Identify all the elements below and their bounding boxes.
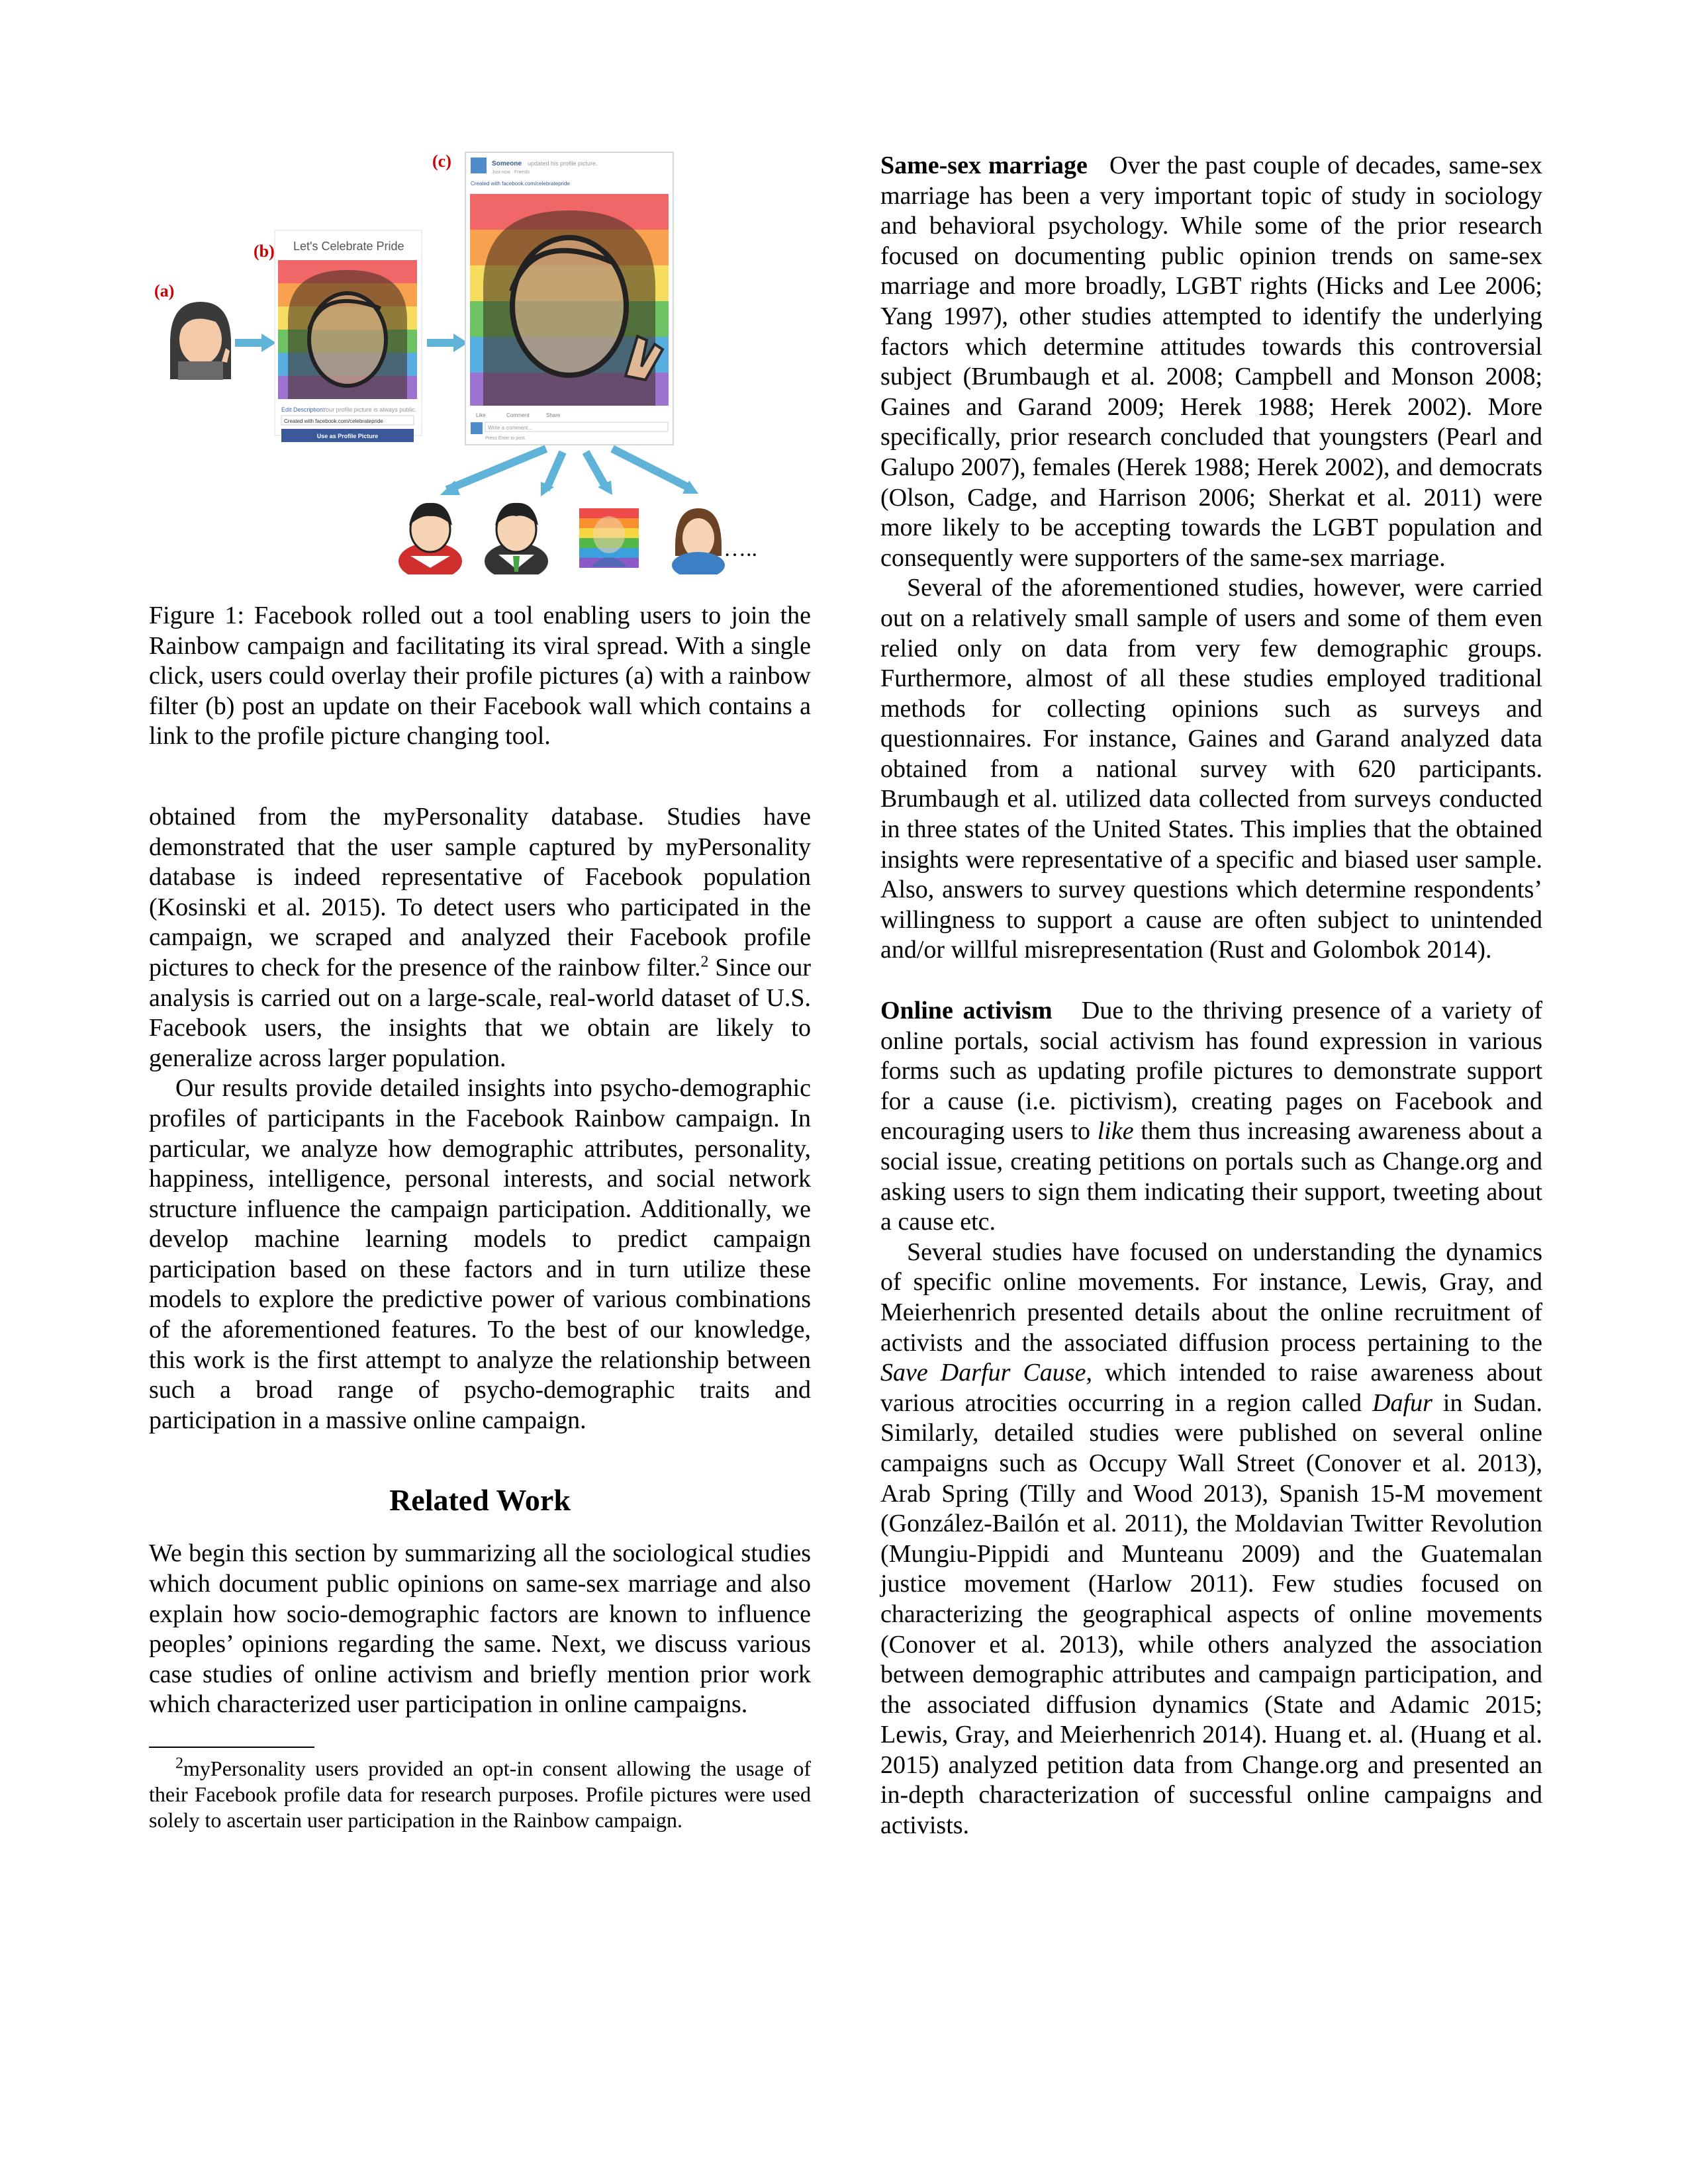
label-a: (a)	[154, 281, 175, 300]
post-share-button[interactable]: Share	[546, 412, 561, 418]
same-sex-marriage-paragraph-1	[880, 151, 1542, 573]
online-activism-paragraph-2	[880, 1238, 1542, 1841]
same-sex-marriage-heading: Same-sex marriage	[880, 152, 1088, 179]
left-paragraph-1	[149, 802, 811, 1073]
online-activism-p2-text-b: , which intended to raise awareness about various atrocities occurring in a region called	[880, 1359, 1542, 1417]
online-activism-heading: Online activism	[880, 997, 1053, 1025]
footnote-divider	[149, 1747, 314, 1748]
online-activism-text-cont: them thus increasing awareness about a social issue, creating petitions on portals such as Change.org and asking users to sign them indicating their support, tweeting about a cause etc.	[880, 1117, 1542, 1236]
facebook-post	[465, 152, 673, 445]
label-b: (b)	[254, 242, 275, 261]
footnote-2	[149, 1756, 811, 1833]
more-friends-ellipsis: …..	[724, 537, 757, 561]
same-sex-marriage-text: Over the past couple of decades, same-sex marriage has been a very important topic of study in sociology and behavioral psychology. While some of the prior research focused on documenting public opinion trends on same-sex marriage and more broadly, LGBT rights (Hicks and Lee 2006; Yang 1997), other studies attempted to identify the underlying factors which determine attitudes towards this controversial subject (Brumbaugh et al. 2008; Campbell and Monson 2008; Gaines and Garand 2009; Herek 1988; Herek 2002). More specifically, prior research concluded that youngsters (Pearl and Galupo 2007), females (Herek 1988; Herek 2002), and democrats (Olson, Cadge, and Harrison 2006; Sherkat et al. 2011) were more likely to be accepting towards the LGBT population and consequently were supporters of the same-sex marriage.	[880, 152, 1543, 572]
left-paragraph-3: We begin this section by summarizing all the sociological studies which document public opinions on same-sex marriage and also explain how socio-demographic factors are known to influence peoples’ opinions regarding the same. Next, we discuss various case studies of online activism and briefly mention prior work which characterized user participation in online campaigns.	[149, 1539, 811, 1719]
post-comment-button[interactable]: Comment	[506, 412, 530, 418]
original-profile-avatar	[170, 302, 231, 380]
footnote-ref-2[interactable]: 2	[700, 953, 709, 971]
footnote-mark: 2	[175, 1754, 183, 1772]
use-as-profile-picture-label: Use as Profile Picture	[316, 433, 379, 439]
save-darfur-italic: Save Darfur Cause	[880, 1359, 1086, 1387]
dafur-italic: Dafur	[1372, 1388, 1432, 1417]
post-author[interactable]: Someone	[492, 160, 522, 167]
dialog-edit-hint: Your profile picture is always public.	[322, 406, 417, 413]
online-activism-p2-text-a: Several studies have focused on understanding the dynamics of specific online movements. For instance, Lewis, Gray, and Meierhenrich presented details about the online recruitment of activists and the associated diffusion process pertaining to the	[880, 1238, 1542, 1357]
left-paragraph-1-text-cont: Since our analysis is carried out on a large-scale, real-world dataset of U.S. Facebook users, the insights that we obtain are likely to generalize across larger population.	[149, 953, 811, 1072]
figure-1-illustration	[149, 151, 811, 574]
dialog-title: Let's Celebrate Pride	[293, 240, 404, 253]
post-author-avatar	[471, 158, 487, 173]
friend-avatar-2	[485, 503, 548, 574]
label-c: (c)	[432, 152, 451, 171]
friend-avatar-1	[399, 503, 462, 574]
figure-1	[149, 151, 811, 574]
left-paragraph-2: Our results provide detailed insights into psycho-demographic profiles of participants in the Facebook Rainbow campaign. In particular, we analyze how demographic attributes, personality, happiness, intelligence, personal interests, and social network structure influence the campaign participation. Additionally, we develop machine learning models to predict campaign participation based on these factors and in turn utilize these models to explore the predictive power of various combinations of the aforementioned features. To the best of our knowledge, this work is the first attempt to analyze the relationship between such a broad range of psycho-demographic traits and participation in a massive online campaign.	[149, 1074, 811, 1434]
post-meta: Just now · Friends	[492, 170, 530, 175]
same-sex-marriage-paragraph-2: Several of the aforementioned studies, however, were carried out on a relatively small sample of users and some of them even relied only on data from very few demographic groups. Furthermore, almost of all these studies employed traditional methods for collecting opinions such as surveys and questionnaires. For instance, Gaines and Garand analyzed data obtained from a national survey with 620 participants. Brumbaugh et al. utilized data collected from surveys conducted in three states of the United States. This implies that the obtained insights were representative of a specific and biased user sample. Also, answers to survey questions which determine respondents’ willingness to support a cause are often subject to unintended and/or willful misrepresentation (Rust and Golombok 2014).	[880, 574, 1542, 964]
write-comment-placeholder: Write a comment...	[488, 425, 532, 431]
rainbow-filter-dialog	[275, 230, 422, 442]
left-paragraph-1-text: obtained from the myPersonality database. Studies have demonstrated that the user sample captured by myPersonality database is indeed representative of Facebook population (Kosinski et al. 2015). To detect users who participated in the campaign, we scraped and analyzed their Facebook profile pictures to check for the presence of the rainbow filter.	[149, 802, 811, 981]
footnote-2-text: myPersonality users provided an opt-in consent allowing the usage of their Facebook profile data for research purposes. Profile pictures were used solely to ascertain user participation in the Rainbow campaign.	[149, 1756, 811, 1832]
post-action: updated his profile picture.	[528, 160, 598, 167]
post-created-with[interactable]: Created with facebook.com/celebratepride	[471, 181, 570, 187]
left-column	[149, 151, 811, 1833]
spread-arrows	[440, 449, 698, 496]
friend-avatar-4	[672, 508, 725, 574]
dialog-edit-label: Edit Description:	[281, 406, 325, 413]
post-like-button[interactable]: Like	[476, 412, 486, 418]
filtered-preview	[278, 260, 417, 399]
online-activism-text: Due to the thriving presence of a variety of online portals, social activism has found expression in various forms such as updating profile pictures to demonstrate support for a cause (i.e. pictivism), creating pages on Facebook and encouraging users to	[880, 997, 1543, 1146]
friend-avatar-3-rainbow	[579, 508, 639, 568]
related-work-heading: Related Work	[389, 1483, 571, 1518]
commenter-avatar	[471, 422, 483, 434]
post-rainbow-photo	[470, 194, 669, 408]
figure-1-caption: Figure 1: Facebook rolled out a tool enabling users to join the Rainbow campaign and facilitating its viral spread. With a single click, users could overlay their profile pictures (a) with a rainbow filter (b) post an update on their Facebook wall which contains a link to the profile picture changing tool.	[149, 602, 811, 751]
dialog-created-with: Created with facebook.com/celebratepride	[284, 418, 383, 424]
online-activism-like-italic: like	[1097, 1117, 1134, 1146]
online-activism-paragraph-1	[880, 996, 1542, 1238]
right-column	[880, 151, 1542, 1841]
post-enter-hint: Press Enter to post.	[485, 436, 526, 441]
arrow-head-icon	[261, 334, 276, 352]
online-activism-p2-text-c: in Sudan. Similarly, detailed studies were published on several online campaigns such as Occupy Wall Street (Conover et al. 2013), Arab Spring (Tilly and Wood 2013), Spanish 15-M movement (González-Bailón et al. 2011), the Moldavian Twitter Revolution (Mungiu-Pippidi and Munteanu 2009) and the Guatemalan justice movement (Harlow 2011). Few studies focused on characterizing the geographical aspects of online movements (Conover et al. 2013), while others analyzed the association between demographic attributes and campaign participation, and the associated diffusion dynamics (State and Adamic 2015; Lewis, Gray, and Meierhenrich 2014). Huang et. al. (Huang et al. 2015) analyzed petition data from Change.org and presented an in-depth characterization of successful online campaigns and activists.	[880, 1388, 1543, 1840]
